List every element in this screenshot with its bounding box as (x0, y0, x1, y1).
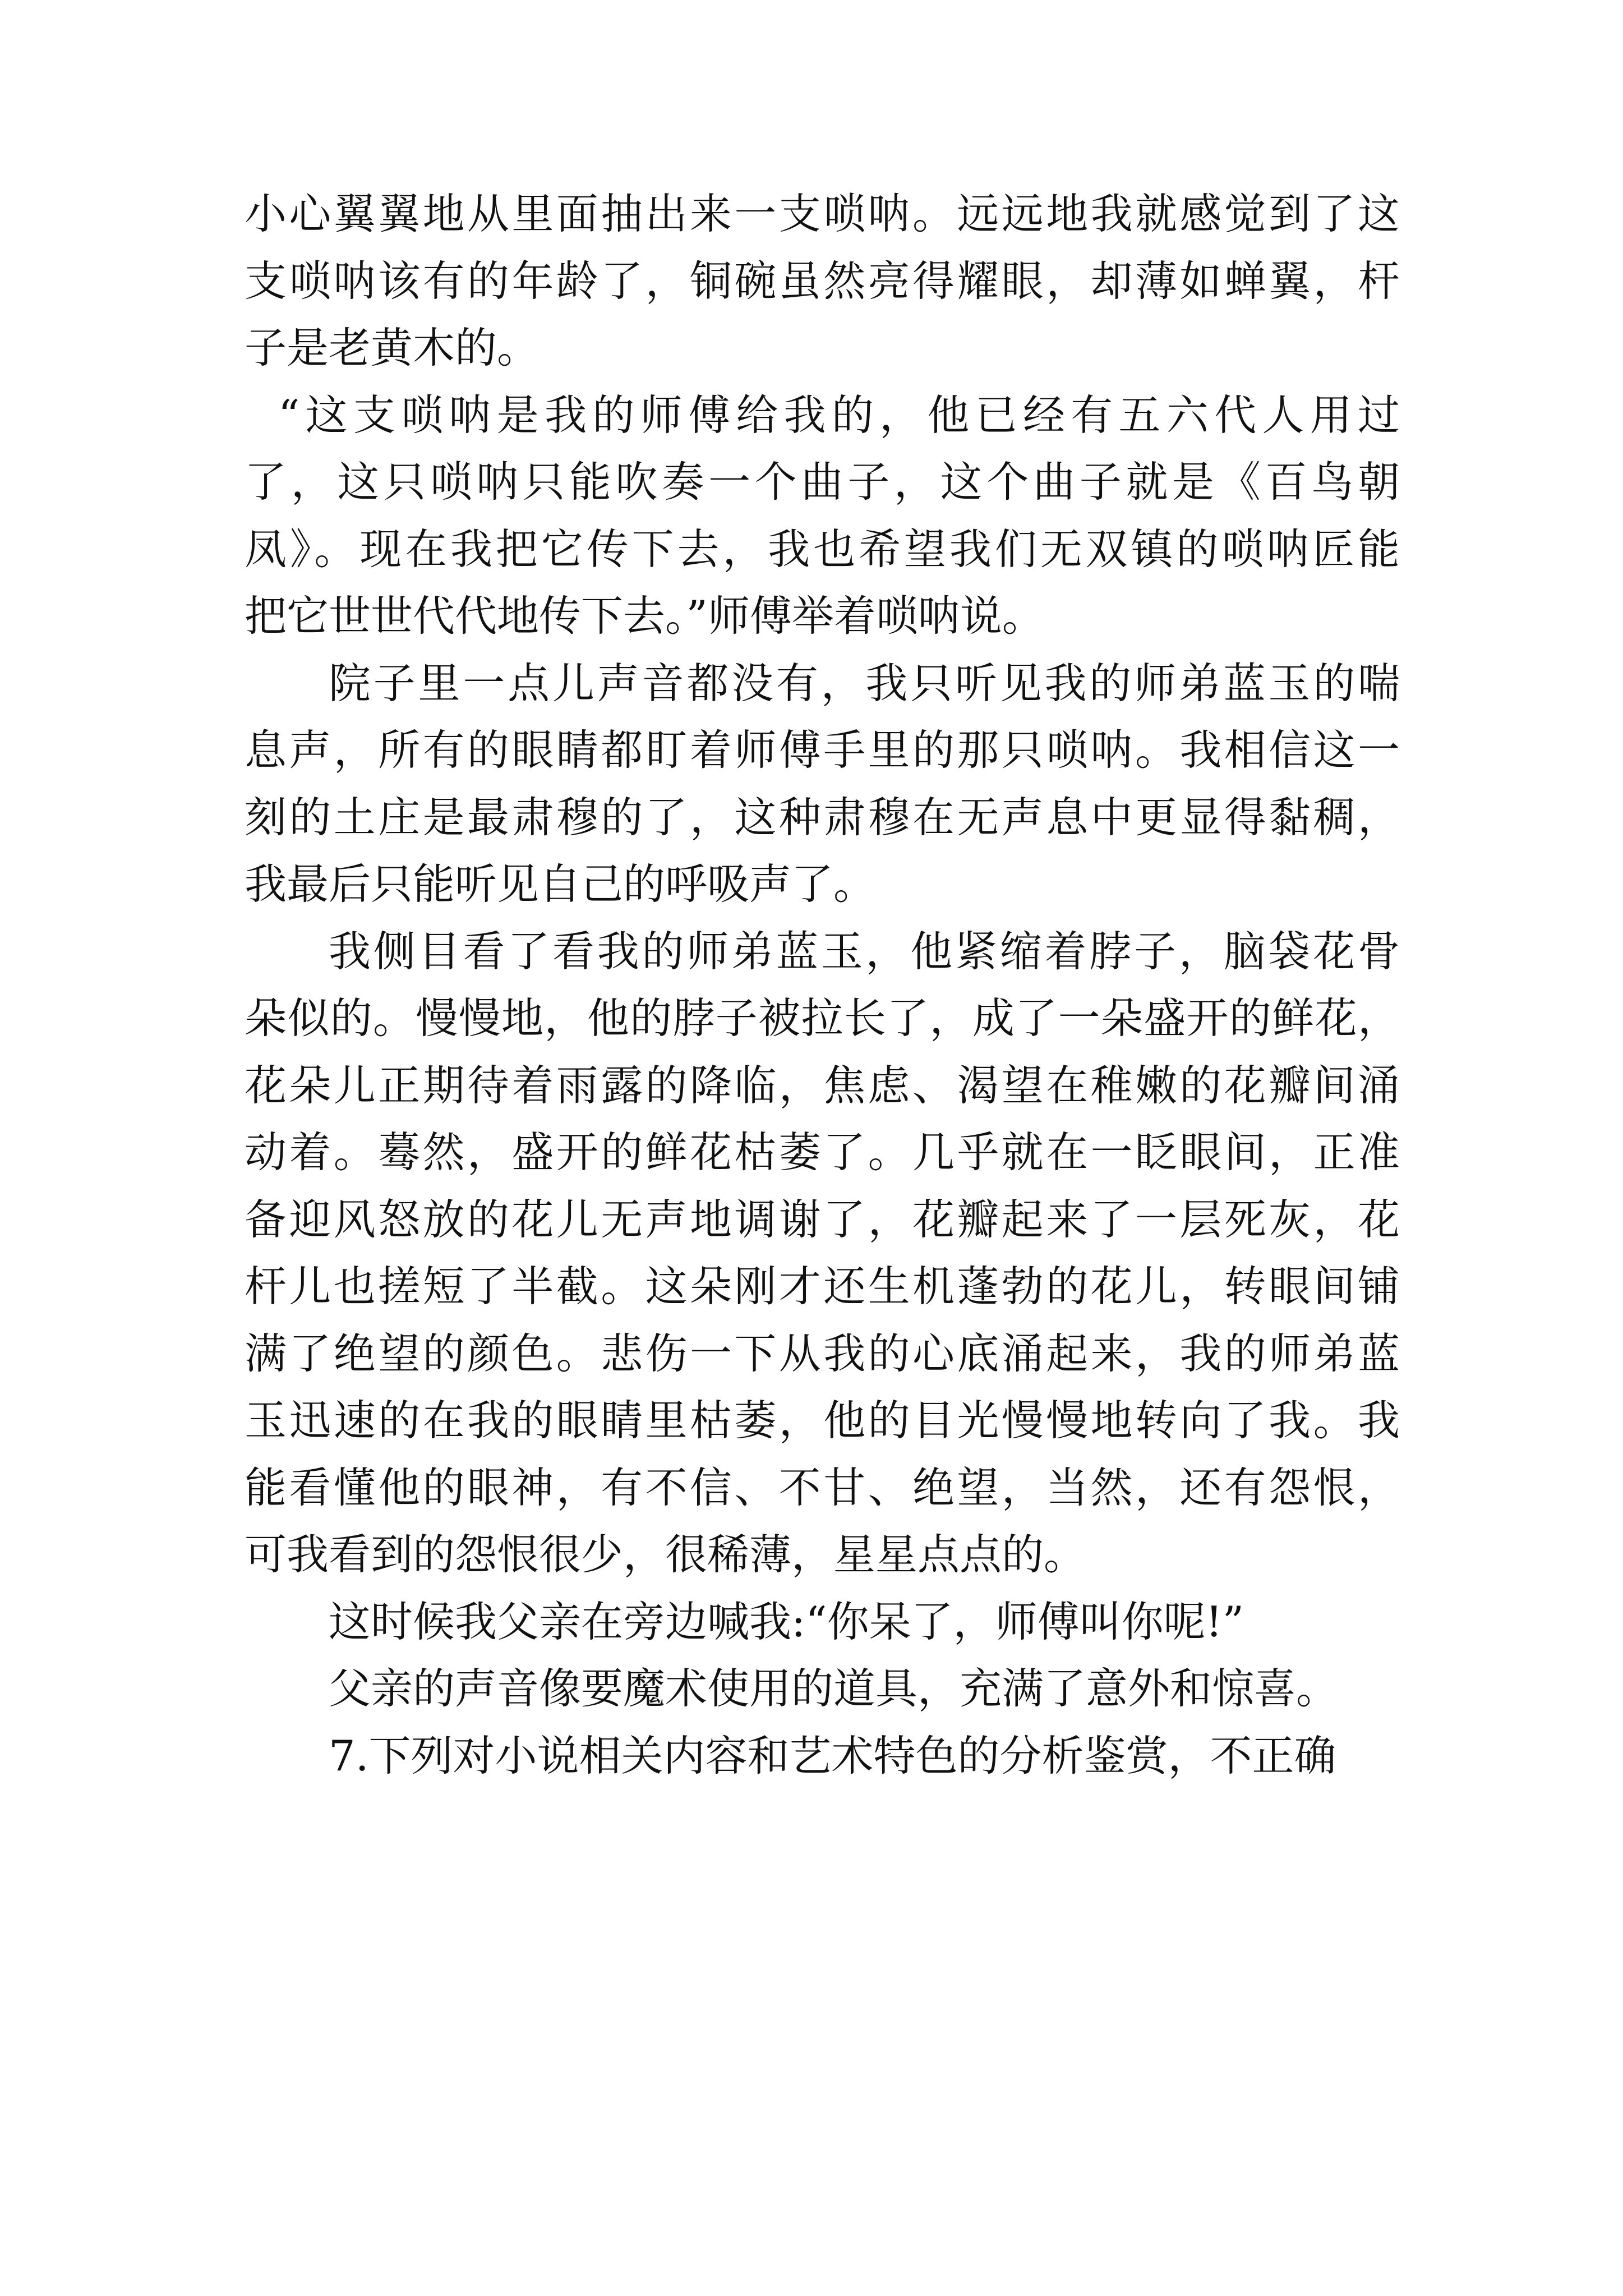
text-line: 动着。蓦然，盛开的鲜花枯萎了。几乎就在一眨眼间，正准 (245, 1128, 1400, 1177)
text-line: 可我看到的怨恨很少，很稀薄，星星点点的。 (245, 1530, 1086, 1579)
text-line: 玉迅速的在我的眼睛里枯萎，他的目光慢慢地转向了我。我 (245, 1396, 1400, 1445)
text-line: 这时候我父亲在旁边喊我:“你呆了，师傅叫你呢!” (329, 1596, 1244, 1646)
text-line: 朵似的。慢慢地，他的脖子被拉长了，成了一朵盛开的鲜花， (245, 993, 1400, 1043)
document-body (245, 181, 1400, 1789)
text-line: 凤》。现在我把它传下去，我也希望我们无双镇的唢呐匠能 (245, 524, 1400, 574)
text-line: 父亲的声音像要魔术使用的道具，充满了意外和惊喜。 (329, 1664, 1339, 1713)
text-line: “这支唢呐是我的师傅给我的，他已经有五六代人用过 (278, 390, 1400, 440)
text-line: 小心翼翼地从里面抽出来一支唢呐。远远地我就感觉到了这 (245, 189, 1400, 238)
text-line: 花朵儿正期待着雨露的降临，焦虑、渴望在稚嫩的花瓣间涌 (245, 1060, 1400, 1110)
text-line: 杆儿也搓短了半截。这朵刚才还生机蓬勃的花儿，转眼间铺 (245, 1262, 1400, 1311)
text-line: 把它世世代代地传下去。”师傅举着唢呐说。 (245, 591, 1044, 641)
text-line: 子是老黄木的。 (245, 323, 540, 372)
text-line: 了，这只唢呐只能吹奏一个曲子，这个曲子就是《百鸟朝 (245, 457, 1400, 507)
text-line: 我侧目看了看我的师弟蓝玉，他紧缩着脖子，脑袋花骨 (329, 926, 1400, 976)
text-line: 满了绝望的颜色。悲伤一下从我的心底涌起来，我的师弟蓝 (245, 1328, 1400, 1378)
question-line: 7.下列对小说相关内容和艺术特色的分析鉴赏，不正确 (329, 1731, 1336, 1780)
text-line: 支唢呐该有的年龄了，铜碗虽然亮得耀眼，却薄如蝉翼，杆 (245, 256, 1400, 306)
text-line: 院子里一点儿声音都没有，我只听见我的师弟蓝玉的喘 (329, 658, 1400, 708)
text-line: 我最后只能听见自己的呼吸声了。 (245, 859, 876, 909)
text-line: 刻的土庄是最肃穆的了，这种肃穆在无声息中更显得黏稠， (245, 792, 1400, 842)
text-line: 息声，所有的眼睛都盯着师傅手里的那只唢呐。我相信这一 (245, 725, 1400, 775)
text-line: 能看懂他的眼神，有不信、不甘、绝望，当然，还有怨恨， (245, 1462, 1400, 1512)
text-line: 备迎风怒放的花儿无声地调谢了，花瓣起来了一层死灰，花 (245, 1194, 1400, 1244)
